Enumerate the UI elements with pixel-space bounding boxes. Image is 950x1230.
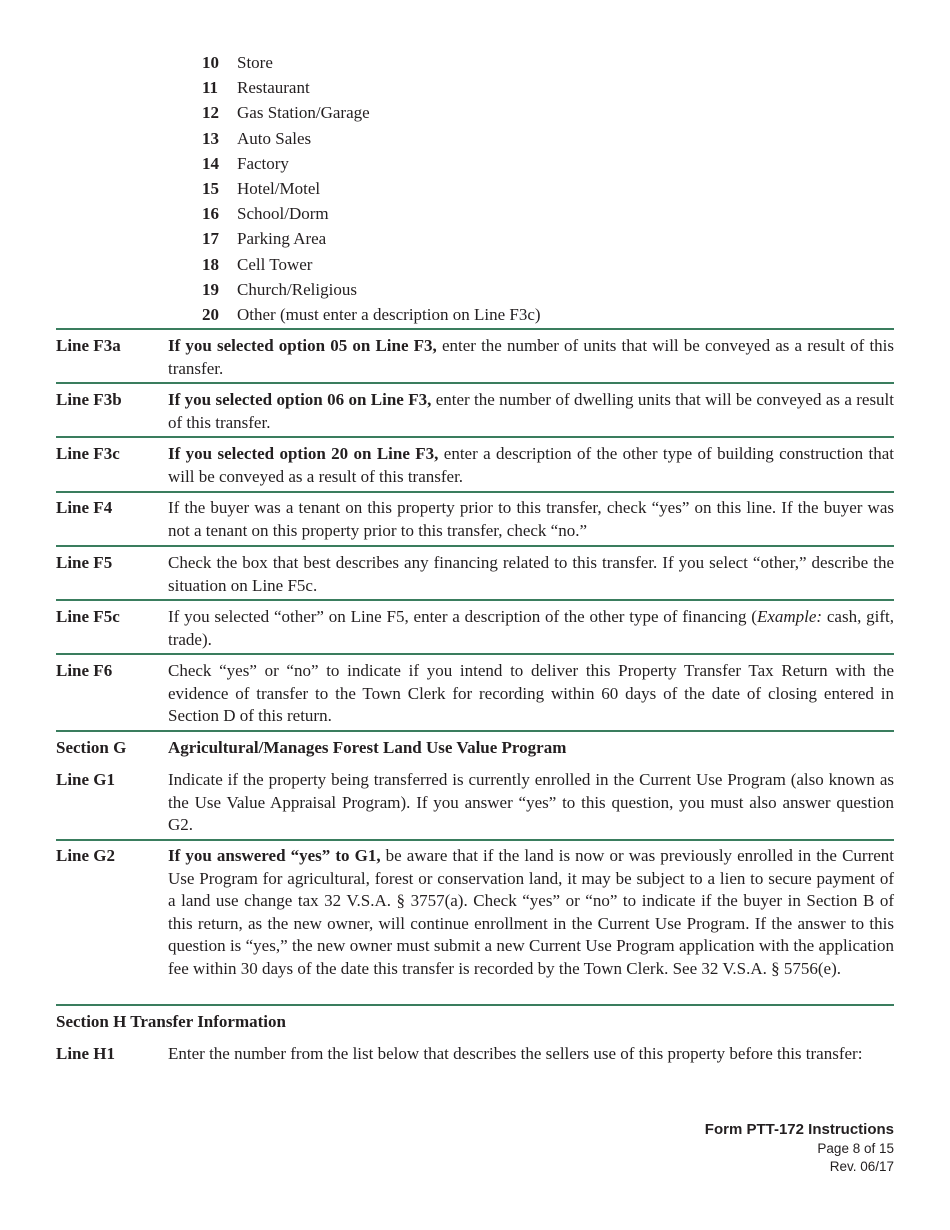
code-label: Church/Religious — [237, 279, 357, 299]
section-divider — [56, 599, 894, 601]
section-divider — [56, 1004, 894, 1006]
building-type-code-list — [202, 50, 541, 327]
line-g1-text: Indicate if the property being transferred is currently enrolled in the Current Use Program (also known as the Use Value Appraisal Program). If you answer “yes” to this question, you must also answer question G2. — [168, 770, 894, 835]
code-label: Cell Tower — [237, 254, 313, 274]
footer-page-number: Page 8 of 15 — [817, 1141, 894, 1156]
section-divider — [56, 545, 894, 547]
code-item — [202, 126, 541, 151]
code-item — [202, 302, 541, 327]
line-f3b-entry — [56, 389, 894, 434]
line-f3c-text — [168, 443, 894, 488]
line-f6-text: Check “yes” or “no” to indicate if you intend to deliver this Property Transfer Tax Return with the evidence of transfer to the Town Clerk for recording within 60 days of the date of closing entered in Section D of this return. — [168, 661, 894, 726]
code-label: Restaurant — [237, 78, 310, 98]
line-g2-bold-lead: If you answered “yes” to G1, — [168, 846, 381, 865]
line-h1-text: Enter the number from the list below that describes the sellers use of this property before this transfer: — [168, 1044, 863, 1063]
code-item — [202, 151, 541, 176]
code-item — [202, 176, 541, 201]
section-divider — [56, 382, 894, 384]
line-g2-text — [168, 845, 894, 981]
line-f3b-text — [168, 389, 894, 434]
line-f5c-label: Line F5c — [56, 607, 120, 626]
code-label: Gas Station/Garage — [237, 103, 370, 123]
code-item — [202, 201, 541, 226]
line-f3b-label: Line F3b — [56, 390, 122, 409]
code-label: Store — [237, 53, 273, 72]
line-f3a-entry — [56, 335, 894, 380]
line-f3a-bold-lead: If you selected option 05 on Line F3, — [168, 336, 437, 355]
line-f3a-body: enter the number of units that will be conveyed as a result of this transfer. — [168, 336, 895, 378]
line-f3b-body: enter the number of dwelling units that will be conveyed as a result of this transfer. — [168, 390, 895, 432]
line-g1-entry — [56, 769, 894, 837]
line-f6-label: Line F6 — [56, 661, 113, 680]
line-f3c-entry — [56, 443, 894, 488]
line-f5-entry — [56, 552, 894, 597]
line-f3c-bold-lead: If you selected option 20 on Line F3, — [168, 444, 439, 463]
line-f4-text: If the buyer was a tenant on this property prior to this transfer, check “yes” on this line. If the buyer was not a tenant on this property prior to this transfer, check “no.” — [168, 498, 894, 540]
line-f4-entry — [56, 497, 894, 542]
code-number: 17 — [202, 229, 219, 249]
code-item — [202, 75, 541, 100]
line-f5c-body-end: cash, gift, trade). — [168, 607, 894, 649]
code-label: Factory — [237, 153, 289, 173]
section-h-heading — [56, 1011, 894, 1034]
line-g1-label: Line G1 — [56, 770, 116, 789]
code-item — [202, 277, 541, 302]
line-f3c-label: Line F3c — [56, 444, 120, 463]
line-f5-label: Line F5 — [56, 553, 113, 572]
page-footer — [705, 1120, 894, 1176]
line-f3c-body: enter a description of the other type of building construction that will be conveyed as a result of this transfer. — [168, 444, 895, 486]
footer-revision: Rev. 06/17 — [829, 1159, 894, 1174]
code-item — [202, 50, 541, 75]
code-label: Parking Area — [237, 229, 327, 249]
code-label: School/Dorm — [237, 204, 329, 224]
line-g2-label: Line G2 — [56, 846, 116, 865]
code-item — [202, 100, 541, 125]
line-f5c-entry — [56, 606, 894, 651]
code-label: Auto Sales — [237, 128, 312, 148]
section-divider — [56, 436, 894, 438]
section-divider — [56, 730, 894, 732]
line-h1-entry — [56, 1043, 894, 1066]
footer-form-title: Form PTT-172 Instructions — [704, 1121, 894, 1138]
line-f5c-text — [168, 606, 894, 651]
line-f3a-label: Line F3a — [56, 336, 121, 355]
section-divider — [56, 653, 894, 655]
section-h-title: Section H Transfer Information — [56, 1012, 286, 1031]
code-item — [202, 226, 541, 251]
section-divider — [56, 328, 894, 330]
code-number: 20 — [202, 304, 219, 324]
code-number: 18 — [202, 254, 219, 274]
line-g2-entry — [56, 845, 894, 981]
line-h1-label: Line H1 — [56, 1044, 116, 1063]
code-item — [202, 252, 541, 277]
line-f5c-body: If you selected “other” on Line F5, enter a description of the other type of financing ( — [168, 607, 757, 626]
line-g2-body: be aware that if the land is now or was previously enrolled in the Current Use Program for agricultural, forest or conservation land, it may be subject to a lien to secure payment of a land use change tax 32 V.S.A. § 3757(a). Check “yes” or “no” to indicate if the buyer in Section B of this return, as the new owner, will continue enrollment in the Current Use Program. If the answer to this question is “yes,” the new owner must submit a new Current Use Program application with the application fee within 30 days of the date this transfer is recorded by the Town Clerk. See 32 V.S.A. § 5756(e). — [168, 846, 894, 978]
code-number: 19 — [202, 279, 219, 299]
code-number: 13 — [202, 128, 219, 148]
section-g-title: Agricultural/Manages Forest Land Use Value Program — [168, 738, 567, 757]
section-divider — [56, 839, 894, 841]
code-number: 12 — [202, 103, 219, 123]
section-g-heading — [56, 737, 894, 760]
line-f5c-example: Example: — [756, 607, 823, 626]
code-label: Other (must enter a description on Line F3c) — [237, 304, 541, 324]
line-f6-entry — [56, 660, 894, 728]
code-number: 11 — [202, 78, 219, 98]
line-f3b-bold-lead: If you selected option 06 on Line F3, — [168, 390, 432, 409]
code-number: 16 — [202, 204, 219, 224]
line-f4-label: Line F4 — [56, 498, 113, 517]
code-number: 15 — [202, 178, 219, 198]
line-f3a-text — [168, 335, 894, 380]
line-f5-text: Check the box that best describes any financing related to this transfer. If you select “other,” describe the situation on Line F5c. — [168, 553, 894, 595]
section-g-label: Section G — [56, 738, 127, 757]
code-number: 10 — [202, 53, 219, 72]
section-divider — [56, 491, 894, 493]
code-number: 14 — [202, 153, 219, 173]
code-label: Hotel/Motel — [237, 178, 321, 198]
